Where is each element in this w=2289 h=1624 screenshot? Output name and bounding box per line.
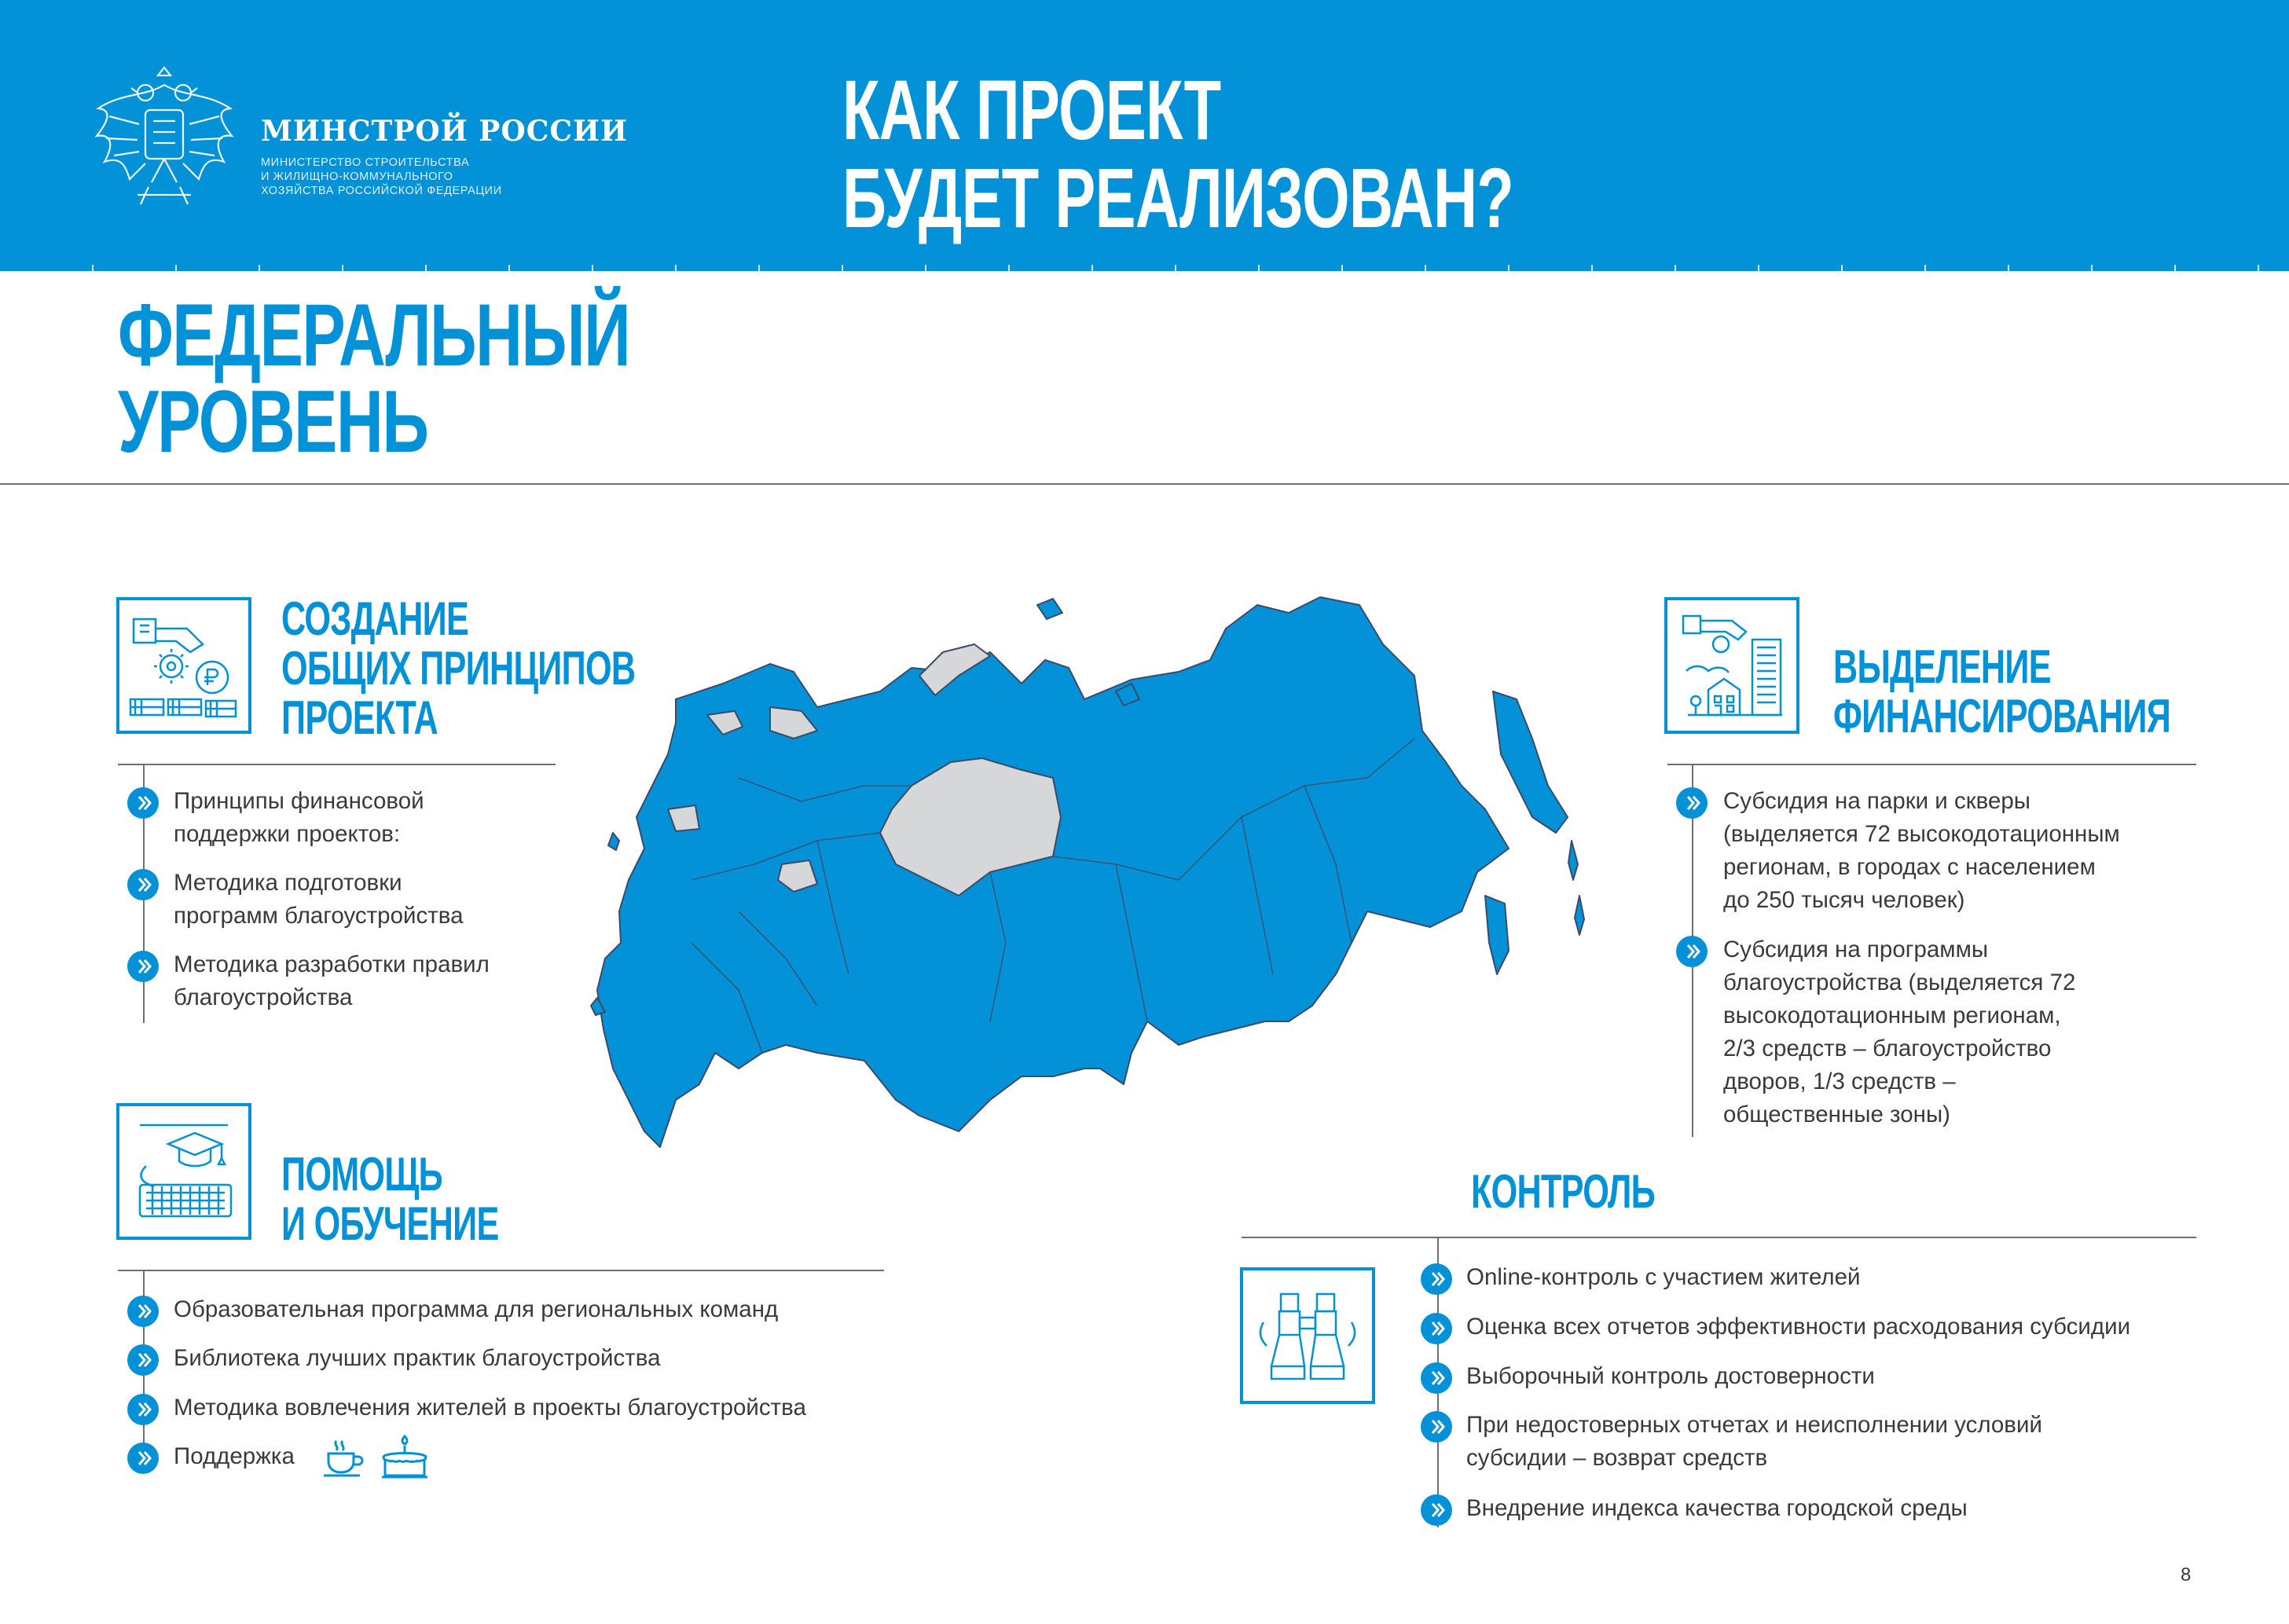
training-title-line: ПОМОЩЬ (281, 1148, 442, 1201)
double-chevron-icon (127, 869, 159, 900)
page-title (842, 62, 1514, 245)
org-full-line: ХОЗЯЙСТВА РОССИЙСКОЙ ФЕДЕРАЦИИ (261, 185, 502, 197)
list-item-text: Методика вовлечения жителей в проекты благоустройства (174, 1395, 806, 1421)
double-chevron-icon (127, 1394, 159, 1425)
list-item-text: Внедрение индекса качества городской среды (1466, 1495, 1968, 1521)
money-gear-icon (124, 605, 244, 726)
double-chevron-icon (127, 1296, 159, 1327)
page-title-line: КАК ПРОЕКТ (842, 62, 1221, 157)
hand-buildings-icon (1672, 605, 1792, 726)
principles-title-line: СОЗДАНИЕ (281, 592, 469, 645)
list-item-text: 2/3 средств – благоустройство (1723, 1036, 2052, 1061)
funding-title-line: ФИНАНСИРОВАНИЯ (1833, 690, 2171, 742)
principles-title-line: ОБЩИХ ПРИНЦИПОВ (281, 642, 636, 695)
principles-divider (118, 764, 556, 765)
level-title-line: ФЕДЕРАЛЬНЫЙ (118, 286, 630, 384)
list-item-text: благоустройства (выделяется 72 (1723, 970, 2076, 995)
list-item-text: субсидии – возврат средств (1466, 1445, 1768, 1471)
list-item-text: Методика подготовки (174, 870, 402, 896)
list-item-text: до 250 тысяч человек) (1723, 887, 1965, 913)
org-full-line: МИНИСТЕРСТВО СТРОИТЕЛЬСТВА (261, 156, 470, 169)
double-chevron-icon (1421, 1313, 1452, 1344)
funding-divider (1667, 764, 2196, 765)
double-chevron-icon (127, 1443, 159, 1474)
funding-icon-box (1664, 597, 1799, 734)
funding-title-line: ВЫДЕЛЕНИЕ (1833, 640, 2051, 693)
list-item-text: Поддержка (174, 1443, 295, 1469)
principles-title-line: ПРОЕКТА (281, 691, 438, 744)
coffee-cup-icon (322, 1438, 368, 1479)
control-divider (1242, 1237, 2196, 1238)
org-full-name (261, 156, 512, 198)
double-chevron-icon (127, 951, 159, 982)
page-number: 8 (2181, 1564, 2192, 1586)
cake-icon (379, 1435, 431, 1480)
list-item-text: Принципы финансовой (174, 788, 424, 814)
list-item-text: поддержки проектов: (174, 821, 401, 847)
org-name: МИНСТРОЙ РОССИИ (261, 115, 629, 148)
level-title (118, 286, 630, 471)
list-item-text: Субсидия на парки и скверы (1723, 788, 2030, 814)
double-chevron-icon (1421, 1362, 1452, 1394)
page-title-line: БУДЕТ РЕАЛИЗОВАН? (842, 150, 1514, 245)
double-chevron-icon (1676, 787, 1708, 819)
list-item-text: регионам, в городах с населением (1723, 854, 2096, 880)
russia-regions-map (581, 581, 1627, 1179)
list-item-text: дворов, 1/3 средств – (1723, 1069, 1956, 1094)
list-item-text: Методика разработки правил (174, 951, 490, 977)
list-item-text: благоустройства (174, 984, 353, 1010)
control-icon-box (1240, 1267, 1375, 1404)
training-divider (118, 1270, 884, 1271)
training-title (281, 1149, 499, 1248)
double-chevron-icon (127, 1344, 159, 1376)
header-tick-marks (0, 265, 2289, 274)
list-item-text: программ благоустройства (174, 903, 464, 929)
double-chevron-icon (1421, 1411, 1452, 1443)
list-item-text: Оценка всех отчетов эффективности расходования субсидии (1466, 1314, 2131, 1340)
list-item-text: высокодотационным регионам, (1723, 1003, 2061, 1028)
list-item-text: Субсидия на программы (1723, 937, 1989, 962)
double-chevron-icon (1421, 1494, 1452, 1526)
funding-title (1833, 642, 2170, 741)
coat-of-arms-logo (90, 61, 238, 214)
training-icon-box (116, 1103, 251, 1240)
list-item-text: Образовательная программа для региональных команд (174, 1296, 779, 1322)
level-title-line: УРОВЕНЬ (118, 372, 428, 471)
double-chevron-icon (127, 787, 159, 819)
list-item-text: (выделяется 72 высокодотационным (1723, 821, 2120, 847)
double-chevron-icon (1421, 1263, 1452, 1295)
principles-icon-box (116, 597, 251, 734)
training-title-line: И ОБУЧЕНИЕ (281, 1197, 499, 1250)
list-item-text: общественные зоны) (1723, 1102, 1950, 1127)
control-title-line: КОНТРОЛЬ (1471, 1165, 1655, 1218)
org-full-line: И ЖИЛИЩНО-КОММУНАЛЬНОГО (261, 170, 453, 183)
graduation-keyboard-icon (124, 1111, 244, 1232)
list-item-text: Выборочный контроль достоверности (1466, 1363, 1875, 1389)
level-divider (0, 483, 2289, 485)
list-item-text: Библиотека лучших практик благоустройства (174, 1345, 661, 1371)
control-title (1471, 1167, 1655, 1216)
list-item-text: Online-контроль с участием жителей (1466, 1264, 1861, 1290)
list-item-text: При недостоверных отчетах и неисполнении условий (1466, 1412, 2042, 1438)
binoculars-icon (1248, 1275, 1367, 1396)
double-chevron-icon (1676, 936, 1708, 967)
